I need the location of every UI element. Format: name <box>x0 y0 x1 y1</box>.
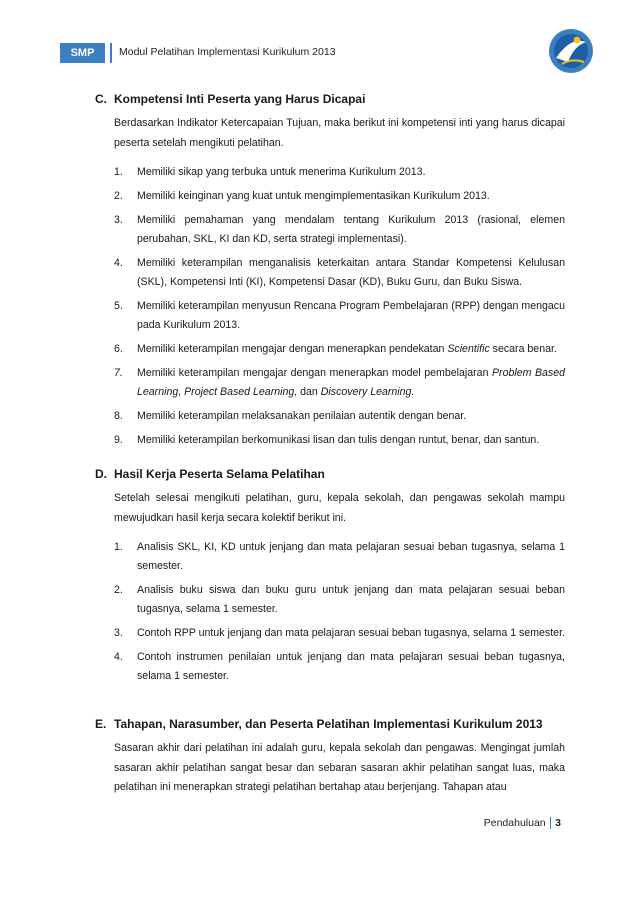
list-item: 2. Memiliki keinginan yang kuat untuk mengimplementasikan Kurikulum 2013. <box>114 190 490 202</box>
list-item: 6. Memiliki keterampilan mengajar dengan menerapkan pendekatan Scientific secara benar. <box>114 343 557 355</box>
list-item: 4. Contoh instrumen penilaian untuk jenjang dan mata pelajaran sesuai beban tugasnya, selama 1 semester. <box>114 651 565 682</box>
list-item: 9. Memiliki keterampilan berkomunikasi lisan dan tulis dengan runtut, benar, dan santun. <box>114 434 540 446</box>
section-e <box>95 717 565 798</box>
footer-chapter-label: Pendahuluan <box>483 817 546 829</box>
competency-list <box>114 163 565 450</box>
section-letter: D. <box>95 467 107 481</box>
section-d-heading <box>95 467 565 481</box>
module-title: Modul Pelatihan Implementasi Kurikulum 2013 <box>119 46 336 58</box>
list-item: 1. Analisis SKL, KI, KD untuk jenjang dan mata pelajaran sesuai beban tugasnya, selama 1 semester. <box>114 541 565 572</box>
section-c-intro: Berdasarkan Indikator Ketercapaian Tujuan, maka berikut ini kompetensi inti yang harus dicapai peserta setelah mengikuti pelatihan. <box>114 117 565 149</box>
list-item: 5. Memiliki keterampilan menyusun Rencana Program Pembelajaran (RPP) dengan mengacu pada Kurikulum 2013. <box>114 300 565 331</box>
level-badge: SMP <box>60 43 105 63</box>
list-item: 3. Memiliki pemahaman yang mendalam tentang Kurikulum 2013 (rasional, elemen perubahan, SKL, KI dan KD, serta strategi implementasi). <box>114 214 565 245</box>
section-title: Tahapan, Narasumber, dan Peserta Pelatihan Implementasi Kurikulum 2013 <box>114 717 543 731</box>
list-item: 8. Memiliki keterampilan melaksanakan penilaian autentik dengan benar. <box>114 410 467 422</box>
list-item: 4. Memiliki keterampilan menganalisis keterkaitan antara Standar Kompetensi Kelulusan (SKL), Kompetensi Inti (KI), Kompetensi Dasar (KD), Buku Guru, dan Buku Siswa. <box>114 257 565 288</box>
section-d-intro: Setelah selesai mengikuti pelatihan, guru, kepala sekolah, dan pengawas sekolah mampu mewujudkan hasil kerja secara kolektif berikut ini. <box>114 492 565 524</box>
work-output-list <box>114 538 565 686</box>
section-e-intro: Sasaran akhir dari pelatihan ini adalah guru, kepala sekolah dan pengawas. Mengingat jumlah sasaran akhir pelatihan sangat besar dan sebaran sasaran akhir pelatihan sangat luas, maka pelatihan ini menerapkan strategi pelatihan bertahap atau berjenjang. Tahapan atau <box>114 742 565 793</box>
section-letter: C. <box>95 92 107 106</box>
section-letter: E. <box>95 717 107 731</box>
section-c <box>95 92 565 455</box>
page-number: 3 <box>555 817 561 829</box>
kemdikbud-logo-icon <box>548 28 594 74</box>
section-title: Hasil Kerja Peserta Selama Pelatihan <box>114 467 325 481</box>
footer-divider <box>550 817 552 829</box>
section-c-heading <box>95 92 565 106</box>
list-item: 1. Memiliki sikap yang terbuka untuk menerima Kurikulum 2013. <box>114 166 426 178</box>
header-divider <box>110 43 112 63</box>
page-header <box>0 43 638 63</box>
list-item: 7. Memiliki keterampilan mengajar dengan menerapkan model pembelajaran Problem Based Learning, Project Based Learning, dan Discovery Learning. <box>114 367 565 398</box>
list-item: 2. Analisis buku siswa dan buku guru untuk jenjang dan mata pelajaran sesuai beban tugasnya, selama 1 semester. <box>114 584 565 615</box>
page-footer <box>484 817 561 829</box>
section-title: Kompetensi Inti Peserta yang Harus Dicapai <box>114 92 366 106</box>
section-d <box>95 467 565 691</box>
section-e-heading <box>95 717 565 731</box>
list-item: 3. Contoh RPP untuk jenjang dan mata pelajaran sesuai beban tugasnya, selama 1 semester. <box>114 627 565 639</box>
